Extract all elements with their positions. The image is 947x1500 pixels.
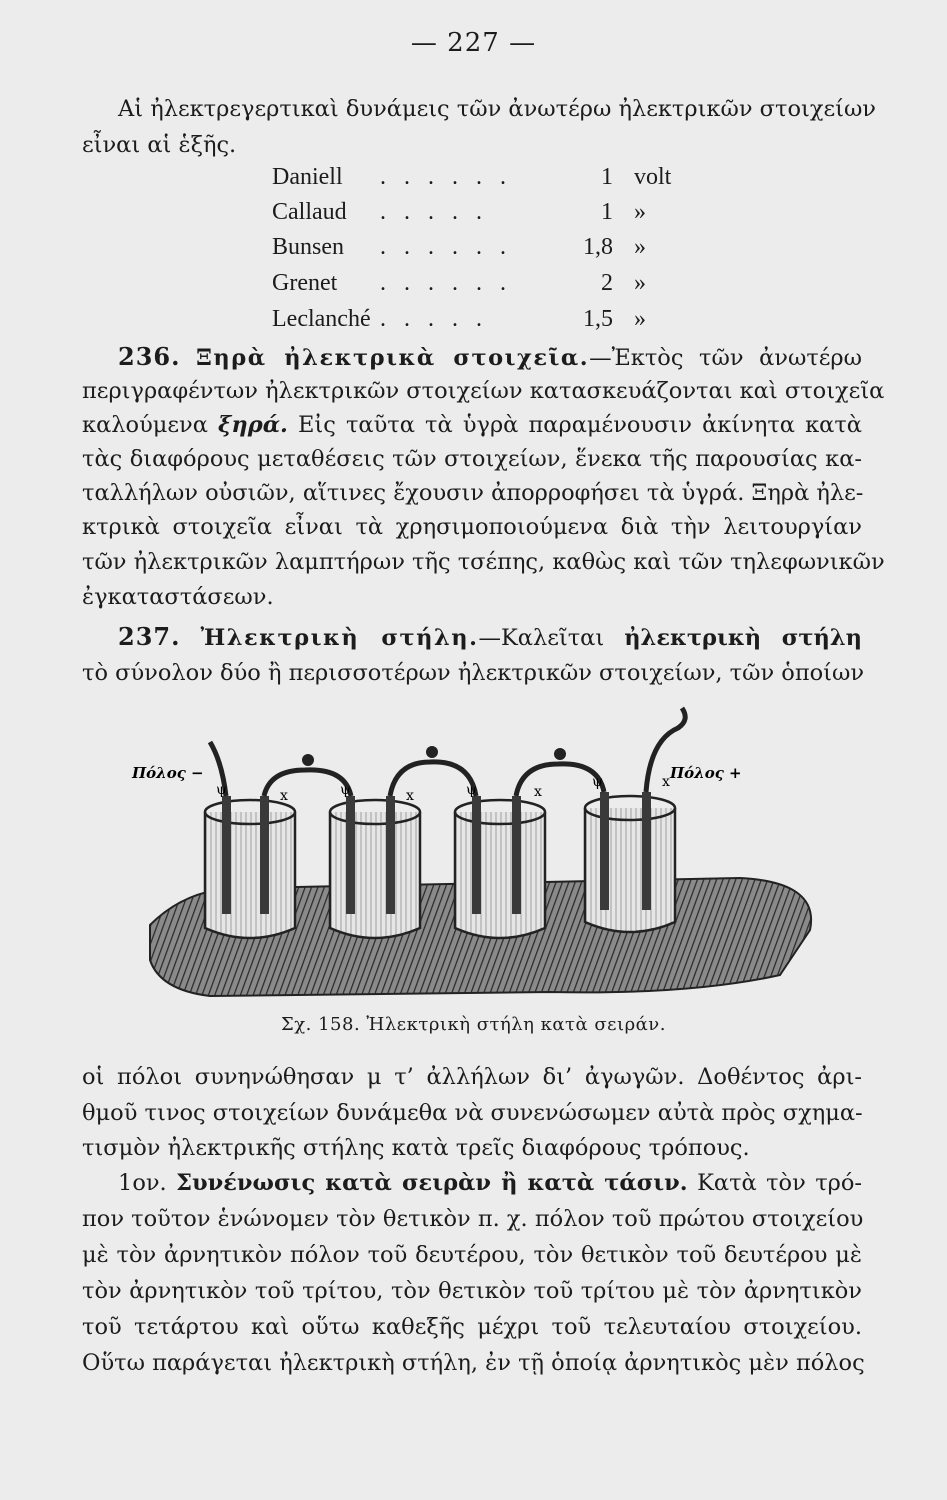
cell-jar	[585, 792, 675, 932]
svg-text:ψ: ψ	[466, 782, 477, 798]
table-row	[272, 266, 692, 300]
cell-jar	[455, 796, 545, 938]
cell-jar	[330, 796, 420, 938]
battery-figure	[130, 700, 830, 1010]
paragraph-line: τοῦ τετάρτου καὶ οὕτω καθεξῆς μέχρι τοῦ τελευταίου στοιχείου.	[82, 1314, 862, 1340]
paragraph-line: καλούμενα ξηρά. Εἰς ταῦτα τὰ ὑγρὰ παραμένουσιν ἀκίνητα κατὰ	[82, 412, 862, 438]
paragraph-line: τὰς διαφόρους μεταθέσεις τῶν στοιχείων, ἕνεκα τῆς παρουσίας κα-	[82, 446, 862, 472]
method-number: 1ον.	[118, 1170, 167, 1196]
term-emphasis: ξηρά.	[218, 412, 288, 438]
table-row	[272, 230, 692, 264]
paragraph-line: μὲ τὸν ἀρνητικὸν πόλον τοῦ δευτέρου, τὸν θετικὸν τοῦ δευτέρου μὲ	[82, 1242, 862, 1268]
paragraph-line: θμοῦ τινος στοιχείων δυνάμεθα νὰ συνενώσωμεν αὐτὰ πρὸς σχημα-	[82, 1100, 863, 1126]
page-number: — 227 —	[410, 28, 537, 58]
method-title: Συνένωσις κατὰ σειρὰν ἢ κατὰ τάσιν.	[176, 1170, 688, 1196]
method-lead: Κατὰ τὸν τρό-	[697, 1170, 863, 1196]
paragraph-line: ἐγκαταστάσεων.	[82, 584, 274, 610]
cell-dots: . . . . . .	[380, 270, 512, 296]
cell-value: 1,5	[583, 306, 613, 332]
cell-dots: . . . . . .	[380, 234, 512, 260]
svg-text:x: x	[662, 774, 670, 790]
cell-dots: . . . . .	[380, 306, 488, 332]
positive-pole-label: Πόλος +	[670, 764, 742, 782]
cell-dots: . . . . . .	[380, 164, 512, 190]
paragraph-line: περιγραφέντων ἠλεκτρικῶν στοιχείων κατασκευάζονται καὶ στοιχεῖα	[82, 378, 885, 404]
section-lead: —Καλεῖται	[478, 625, 605, 651]
table-row	[272, 302, 692, 336]
cell-name: Grenet	[272, 270, 338, 296]
section-lead: —Ἐκτὸς τῶν ἀνωτέρω	[589, 345, 862, 371]
cell-unit: volt	[634, 164, 672, 190]
battery-illustration	[130, 700, 830, 1010]
paragraph-line: τὸν ἀρνητικὸν τοῦ τρίτου, τὸν θετικὸν τοῦ τρίτου μὲ τὸν ἀρνητικὸν	[82, 1278, 862, 1304]
method-1-heading-line	[118, 1166, 862, 1200]
section-title: Ξηρὰ ἠλεκτρικὰ στοιχεῖα.	[196, 345, 590, 371]
section-title: Ἠλεκτρικὴ στήλη.	[200, 625, 479, 651]
paragraph-line: κτρικὰ στοιχεῖα εἶναι τὰ χρησιμοποιούμενα διὰ τὴν λειτουργίαν	[82, 514, 862, 540]
section-number: 236.	[118, 342, 181, 371]
cell-value: 1,8	[583, 234, 613, 260]
table-row	[272, 160, 692, 194]
cell-unit: »	[634, 306, 646, 332]
svg-text:x: x	[406, 788, 414, 804]
cell-unit: »	[634, 234, 646, 260]
connector-wire	[390, 762, 476, 796]
cell-value: 1	[601, 199, 613, 225]
figure-caption: Σχ. 158. Ἠλεκτρικὴ στήλη κατὰ σειράν.	[281, 1014, 666, 1035]
cell-name: Callaud	[272, 199, 347, 225]
intro-line-2: εἶναι αἱ ἑξῆς.	[82, 132, 237, 158]
paragraph-line: οἱ πόλοι συνηνώθησαν μ τ’ ἀλλήλων δι’ ἀγωγῶν. Δοθέντος ἀρι-	[82, 1064, 862, 1090]
cell-unit: »	[634, 199, 646, 225]
section-236-heading-line	[118, 340, 862, 375]
connector-wire	[264, 770, 351, 796]
cell-name: Leclanché	[272, 306, 371, 332]
term-emphasis: ἠλεκτρικὴ στήλη	[624, 625, 862, 651]
intro-line-1: Αἱ ἠλεκτρεγερτικαὶ δυνάμεις τῶν ἀνωτέρω ἠλεκτρικῶν στοιχείων	[118, 96, 876, 122]
svg-text:ψ: ψ	[592, 774, 603, 790]
cell-unit: »	[634, 270, 646, 296]
cell-jar	[205, 796, 295, 938]
cell-name: Bunsen	[272, 234, 344, 260]
paragraph-line: τῶν ἠλεκτρικῶν λαμπτήρων τῆς τσέπης, καθὼς καὶ τῶν τηλεφωνικῶν	[82, 549, 885, 575]
cell-name: Daniell	[272, 164, 343, 190]
svg-text:ψ: ψ	[340, 782, 351, 798]
svg-text:ψ: ψ	[216, 782, 227, 798]
section-number: 237.	[118, 622, 181, 651]
cell-value: 1	[601, 164, 613, 190]
svg-text:x: x	[534, 784, 542, 800]
paragraph-line: τισμὸν ἠλεκτρικῆς στήλης κατὰ τρεῖς διαφόρους τρόπους.	[82, 1135, 750, 1161]
negative-pole-label: Πόλος −	[132, 764, 204, 782]
paragraph-line: τὸ σύνολον δύο ἢ περισσοτέρων ἠλεκτρικῶν στοιχείων, τῶν ὁποίων	[82, 660, 865, 686]
paragraph-line: ταλλήλων οὐσιῶν, αἵτινες ἔχουσιν ἀπορροφήσει τὰ ὑγρά. Ξηρὰ ἠλε-	[82, 480, 864, 506]
table-row	[272, 195, 692, 229]
connector-wire	[516, 764, 604, 796]
cell-value: 2	[601, 270, 613, 296]
paragraph-line: Οὕτω παράγεται ἠλεκτρικὴ στήλη, ἐν τῇ ὁποίᾳ ἀρνητικὸς μὲν πόλος	[82, 1350, 865, 1376]
svg-text:x: x	[280, 788, 288, 804]
section-237-heading-line	[118, 620, 862, 655]
paragraph-line: πον τοῦτον ἑνώνομεν τὸν θετικὸν π. χ. πόλον τοῦ πρώτου στοιχείου	[82, 1206, 864, 1232]
cell-dots: . . . . .	[380, 199, 488, 225]
